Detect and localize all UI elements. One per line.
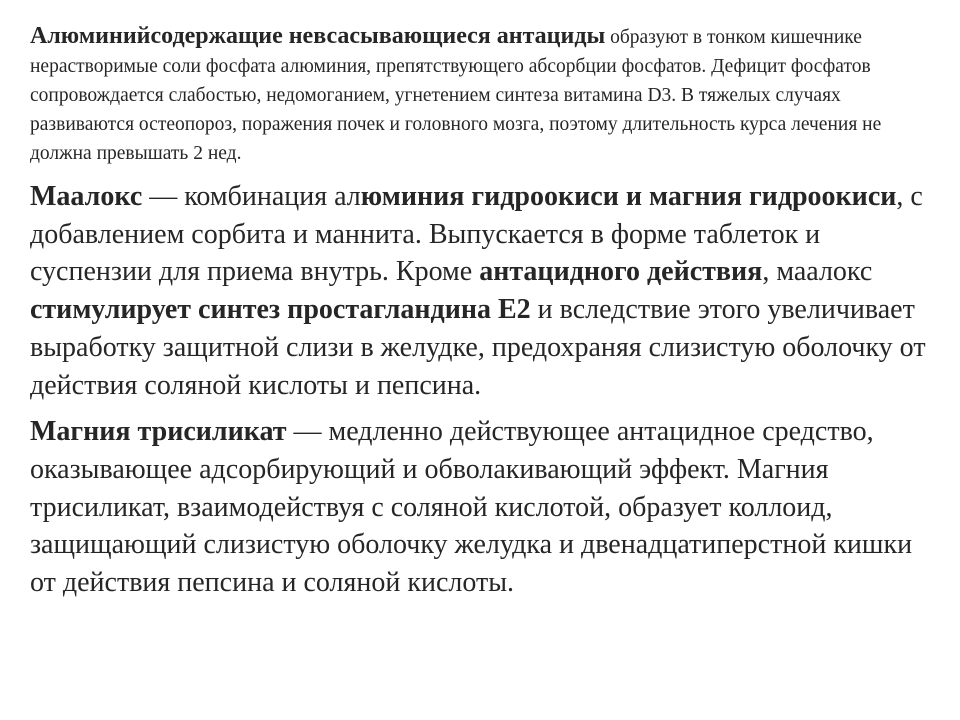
term-aluminum-antacids: Алюминийсодержащие невсасывающиеся антациды	[30, 23, 606, 49]
paragraph-text: — медленно действующее антацидное средство, оказывающее адсорбирующий и обволакивающий эффект. Магния трисиликат, взаимодействуя с соляной кислотой, образует коллоид, защищающий слизистую оболочку желудка и двенадцатиперстной кишки от действия пепсина и соляной кислоты.	[30, 416, 913, 599]
term-antacid-action: антацидного действия	[479, 256, 763, 288]
paragraph-magnesium-trisilicate	[30, 413, 935, 602]
term-prostaglandin: стимулирует синтез простагландина Е2	[30, 294, 531, 326]
paragraph-text: образуют в тонком кишечнике нерастворимые соли фосфата алюминия, препятствующего абсорбции фосфатов. Дефицит фосфатов сопровождается слабостью, недомоганием, угнетением синтеза витамина D3. В тяжелых случаях развиваются остеопороз, поражения почек и головного мозга, поэтому длительность курса лечения не должна превышать 2 нед.	[30, 27, 882, 164]
slide-content	[30, 22, 935, 602]
paragraph-aluminum-antacids	[30, 22, 935, 168]
term-maalox: Маалокс	[30, 181, 143, 212]
paragraph-text: , маалокс	[762, 256, 873, 288]
term-hydroxides: юминия гидроокиси и магния гидроокиси	[360, 181, 897, 212]
paragraph-text: и вследствие этого увеличивает выработку защитной слизи в желудке, предохраняя слизистую оболочку от действия соляной кислоты и пепсина.	[30, 294, 926, 401]
term-magnesium-trisilicate: Магния трисиликат	[30, 416, 287, 448]
paragraph-maalox	[30, 178, 935, 404]
paragraph-text: , с добавлением сорбита и маннита. Выпускается в форме таблеток и суспензии для приема внутрь. Кроме	[30, 181, 923, 288]
paragraph-text: — комбинация ал	[142, 181, 361, 212]
